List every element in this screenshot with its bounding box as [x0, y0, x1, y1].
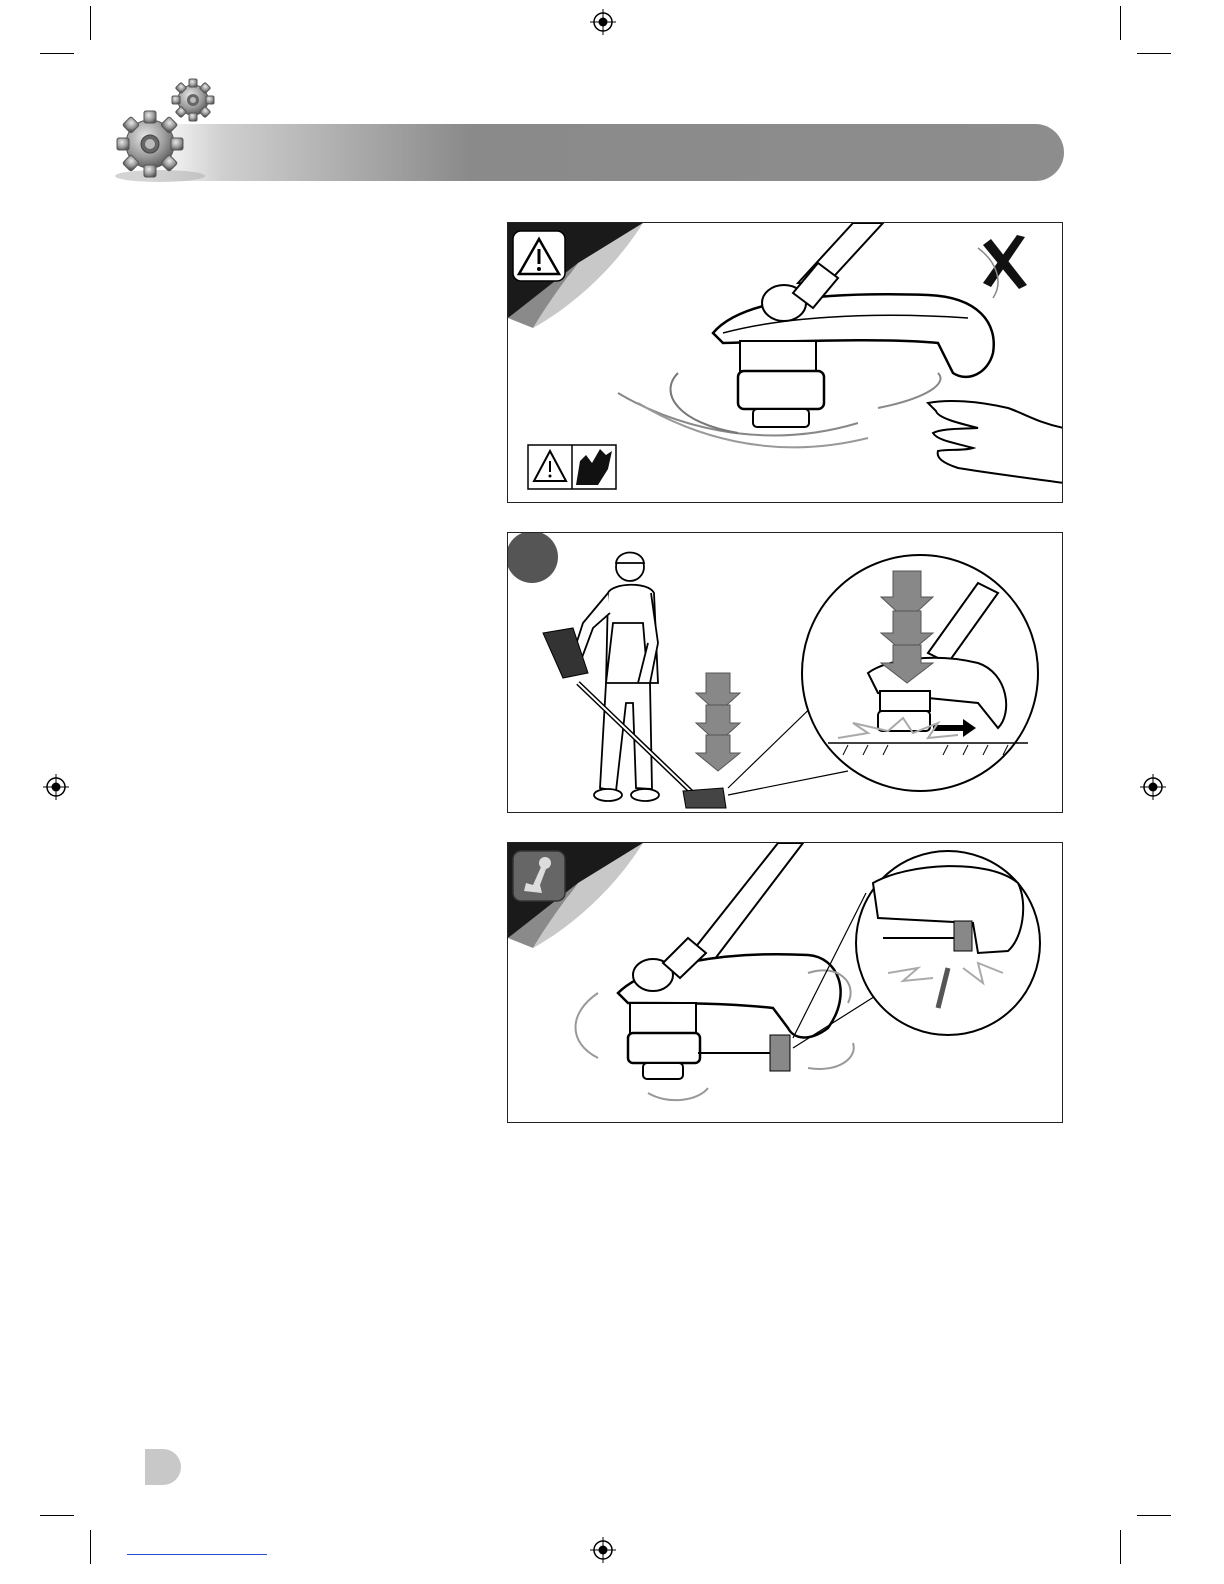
- crop-mark: [1137, 53, 1171, 54]
- page-number-tab: [145, 1449, 181, 1485]
- registration-mark-icon: [590, 1537, 616, 1563]
- crop-mark: [90, 6, 91, 40]
- registration-mark-icon: [1140, 774, 1166, 800]
- crop-mark: [40, 53, 74, 54]
- warning-hand-injury-icon: [528, 445, 616, 489]
- illustration-panel-3: [507, 842, 1063, 1123]
- footer-link[interactable]: [127, 1554, 267, 1555]
- crop-mark: [1120, 6, 1121, 40]
- crop-mark: [1137, 1515, 1171, 1516]
- registration-mark-icon: [43, 774, 69, 800]
- gears-icon: [110, 74, 225, 184]
- registration-mark-icon: [590, 9, 616, 35]
- crop-mark: [90, 1530, 91, 1564]
- section-header-bar: [150, 124, 1064, 181]
- crop-mark: [40, 1515, 74, 1516]
- illustration-panel-2: [507, 532, 1063, 813]
- illustration-panel-1: [507, 222, 1063, 503]
- tool-head-icon: [513, 851, 565, 901]
- prohibited-x-icon: [983, 235, 1027, 289]
- crop-mark: [1120, 1530, 1121, 1564]
- warning-triangle-icon: [513, 231, 565, 281]
- step-circle-icon: [508, 533, 558, 583]
